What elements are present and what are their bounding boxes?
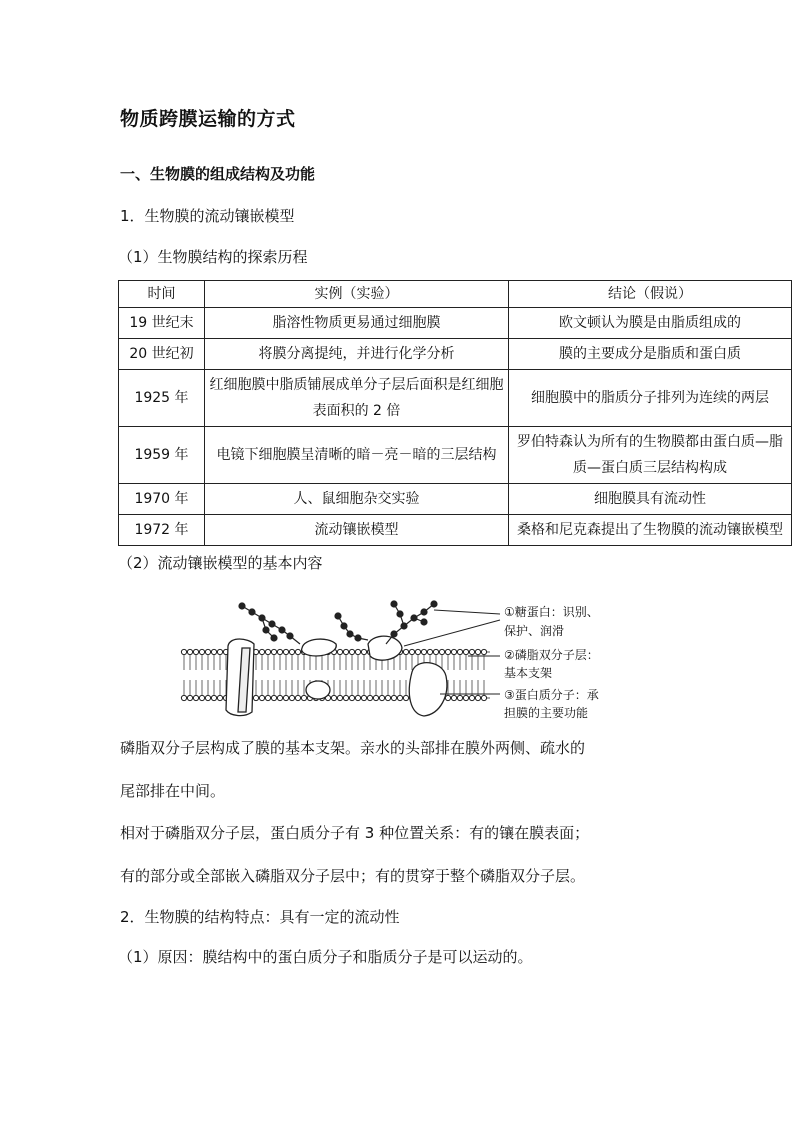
label-protein-line2: 担膜的主要功能 xyxy=(504,706,589,720)
table-row xyxy=(119,484,792,515)
subheading-1: 1．生物膜的流动镶嵌模型 xyxy=(120,207,295,225)
table-row xyxy=(119,370,792,427)
cell-time: 1972 年 xyxy=(119,515,205,546)
label-protein-line1: ③蛋白质分子：承 xyxy=(504,688,599,702)
cell-time: 19 世纪末 xyxy=(119,308,205,339)
cell-time: 20 世纪初 xyxy=(119,339,205,370)
section-heading: 一、生物膜的组成结构及功能 xyxy=(120,165,316,183)
table-row xyxy=(119,427,792,484)
label-glycoprotein-line1: ①糖蛋白：识别、 xyxy=(504,605,599,619)
header-conclusion: 结论（假说） xyxy=(509,281,792,308)
paragraph-2-line1: 相对于磷脂双分子层，蛋白质分子有 3 种位置关系：有的镶在膜表面； xyxy=(120,824,590,842)
cell-time: 1959 年 xyxy=(119,427,205,484)
history-table xyxy=(118,280,792,546)
cell-example: 电镜下细胞膜呈清晰的暗－亮－暗的三层结构 xyxy=(205,427,509,484)
protein-molecules xyxy=(226,636,447,716)
label-bilayer-line1: ②磷脂双分子层： xyxy=(504,648,599,662)
paragraph-2-line2: 有的部分或全部嵌入磷脂双分子层中；有的贯穿于整个磷脂双分子层。 xyxy=(120,867,586,885)
subheading-1-1: （1）生物膜结构的探索历程 xyxy=(118,248,308,266)
cell-example: 红细胞膜中脂质铺展成单分子层后面积是红细胞表面积的 2 倍 xyxy=(205,370,509,427)
subheading-2-1: （1）原因：膜结构中的蛋白质分子和脂质分子是可以运动的。 xyxy=(118,948,533,966)
cell-example: 将膜分离提纯，并进行化学分析 xyxy=(205,339,509,370)
header-time: 时间 xyxy=(119,281,205,308)
subheading-2: 2．生物膜的结构特点：具有一定的流动性 xyxy=(120,908,400,926)
cell-example: 流动镶嵌模型 xyxy=(205,515,509,546)
cell-example: 人、鼠细胞杂交实验 xyxy=(205,484,509,515)
subheading-1-2: （2）流动镶嵌模型的基本内容 xyxy=(118,554,323,572)
paragraph-1-line2: 尾部排在中间。 xyxy=(120,782,226,800)
table-header-row xyxy=(119,281,792,308)
cell-conclusion: 罗伯特森认为所有的生物膜都由蛋白质—脂质—蛋白质三层结构构成 xyxy=(509,427,792,484)
cell-time: 1925 年 xyxy=(119,370,205,427)
glycoprotein-chains xyxy=(239,601,437,644)
cell-conclusion: 欧文顿认为膜是由脂质组成的 xyxy=(509,308,792,339)
table-row xyxy=(119,339,792,370)
table-row xyxy=(119,308,792,339)
paragraph-1-line1: 磷脂双分子层构成了膜的基本支架。亲水的头部排在膜外两侧、疏水的 xyxy=(120,739,586,757)
label-glycoprotein-line2: 保护、润滑 xyxy=(504,624,565,638)
cell-conclusion: 桑格和尼克森提出了生物膜的流动镶嵌模型 xyxy=(509,515,792,546)
table-row xyxy=(119,515,792,546)
label-bilayer-line2: 基本支架 xyxy=(504,666,553,680)
cell-conclusion: 细胞膜具有流动性 xyxy=(509,484,792,515)
cell-example: 脂溶性物质更易通过细胞膜 xyxy=(205,308,509,339)
cell-time: 1970 年 xyxy=(119,484,205,515)
header-example: 实例（实验） xyxy=(205,281,509,308)
page-title: 物质跨膜运输的方式 xyxy=(120,108,296,130)
cell-conclusion: 膜的主要成分是脂质和蛋白质 xyxy=(509,339,792,370)
cell-conclusion: 细胞膜中的脂质分子排列为连续的两层 xyxy=(509,370,792,427)
